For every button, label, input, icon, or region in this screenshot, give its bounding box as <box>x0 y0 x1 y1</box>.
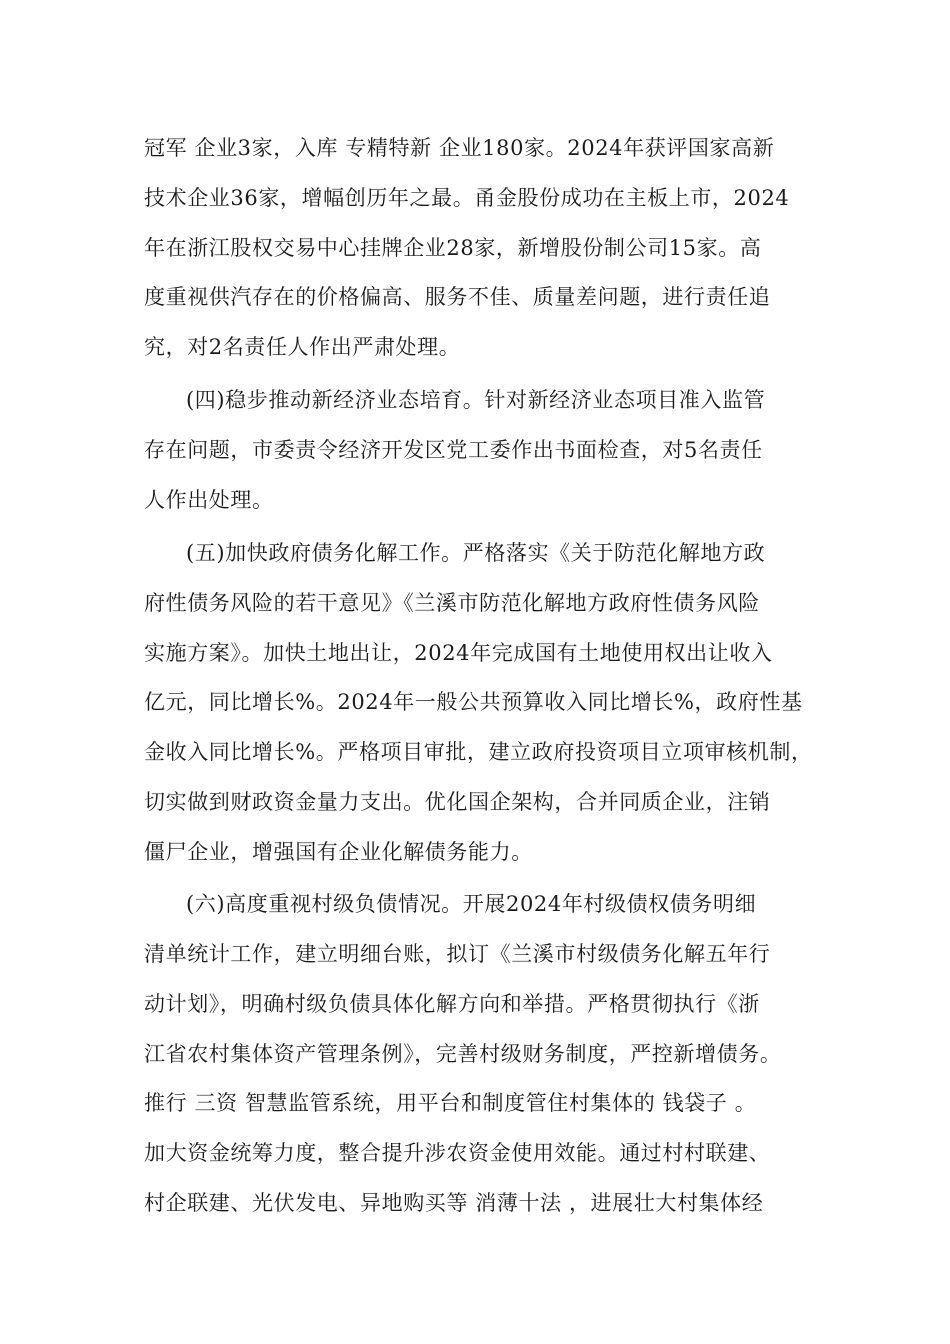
text-line: 推行 三资 智慧监管系统，用平台和制度管住村集体的 钱袋子 。 <box>144 1091 757 1115</box>
text-line: 年在浙江股权交易中心挂牌企业28家，新增股份制公司15家。高 <box>144 236 762 260</box>
section-heading-line: (四)稳步推动新经济业态培育。针对新经济业态项目准入监管 <box>186 388 766 412</box>
text-line: 加大资金统筹力度，整合提升涉农资金使用效能。通过村村联建、 <box>144 1141 771 1165</box>
section-heading-line: (五)加快政府债务化解工作。严格落实《关于防范化解地方政 <box>186 541 766 565</box>
text-line: 府性债务风险的若干意见》《兰溪市防范化解地方政府性债务风险 <box>144 591 760 615</box>
text-line: 切实做到财政资金量力支出。优化国企架构，合并同质企业，注销 <box>144 790 771 814</box>
text-line: 人作出处理。 <box>144 488 274 512</box>
text-line: 金收入同比增长%。严格项目审批，建立政府投资项目立项审核机制， <box>144 740 813 764</box>
text-line: 僵尸企业，增强国有企业化解债务能力。 <box>144 840 533 864</box>
text-line: 度重视供汽存在的价格偏高、服务不佳、质量差问题，进行责任追 <box>144 285 771 309</box>
text-line: 存在问题，市委责令经济开发区党工委作出书面检查，对5名责任 <box>144 438 763 462</box>
text-line: 亿元，同比增长%。2024年一般公共预算收入同比增长%，政府性基 <box>144 690 803 714</box>
section-heading-line: (六)高度重视村级负债情况。开展2024年村级债权债务明细 <box>186 892 757 916</box>
text-line: 村企联建、光伏发电、异地购买等 消薄十法 ，进展壮大村集体经 <box>144 1191 764 1215</box>
text-line: 清单统计工作，建立明细台账，拟订《兰溪市村级债务化解五年行 <box>144 942 771 966</box>
text-line: 冠军 企业3家，入库 专精特新 企业180家。2024年获评国家高新 <box>144 136 775 160</box>
text-line: 技术企业36家，增幅创历年之最。甬金股份成功在主板上市，2024 <box>144 186 790 210</box>
text-line: 动计划》，明确村级负债具体化解方向和举措。严格贯彻执行《浙 <box>144 992 760 1016</box>
text-line: 江省农村集体资产管理条例》，完善村级财务制度，严控新增债务。 <box>144 1042 782 1066</box>
text-line: 究，对2名责任人作出严肃处理。 <box>144 335 461 359</box>
text-line: 实施方案》。加快土地出让，2024年完成国有土地使用权出让收入 <box>144 641 773 665</box>
